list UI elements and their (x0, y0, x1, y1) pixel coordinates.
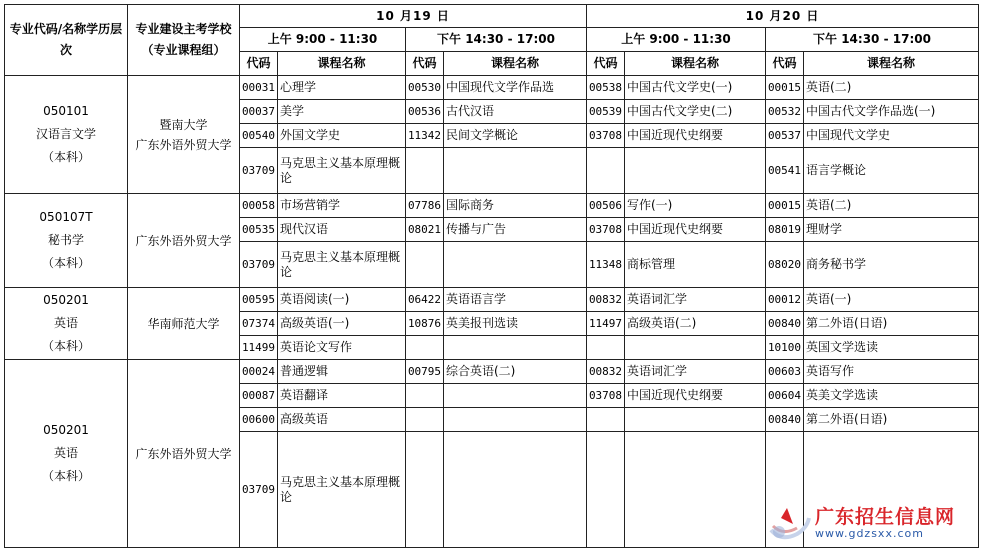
course-name: 写作(一) (625, 194, 766, 218)
course-code: 07374 (240, 312, 278, 336)
course-code (587, 148, 625, 194)
course-code: 10876 (406, 312, 444, 336)
course-code: 11342 (406, 124, 444, 148)
course-name: 国际商务 (444, 194, 587, 218)
course-code: 00012 (766, 288, 804, 312)
course-name (444, 336, 587, 360)
course-name: 中国现代文学史 (804, 124, 979, 148)
course-name (444, 242, 587, 288)
course-name: 第二外语(日语) (804, 408, 979, 432)
course-name: 高级英语(一) (278, 312, 406, 336)
course-code: 00087 (240, 384, 278, 408)
course-name (444, 408, 587, 432)
course-code: 00037 (240, 100, 278, 124)
course-code: 00538 (587, 76, 625, 100)
table-row (5, 288, 979, 312)
course-name: 现代汉语 (278, 218, 406, 242)
course-code: 03708 (587, 218, 625, 242)
table-row (5, 194, 979, 218)
course-code: 00795 (406, 360, 444, 384)
school-cell: 华南师范大学 (128, 288, 240, 360)
course-code: 03708 (587, 384, 625, 408)
school-cell: 暨南大学 广东外语外贸大学 (128, 76, 240, 194)
course-name: 高级英语(二) (625, 312, 766, 336)
course-code: 00031 (240, 76, 278, 100)
course-name: 心理学 (278, 76, 406, 100)
course-code: 00058 (240, 194, 278, 218)
course-code: 00537 (766, 124, 804, 148)
header-code: 代码 (240, 52, 278, 76)
watermark-url: www.gdzsxx.com (814, 527, 924, 540)
header-school: 专业建设主考学校（专业课程组） (128, 5, 240, 76)
course-code: 00532 (766, 100, 804, 124)
course-code: 08019 (766, 218, 804, 242)
course-code: 03709 (240, 242, 278, 288)
site-watermark (767, 504, 955, 542)
course-name: 英国文学选读 (804, 336, 979, 360)
course-code (587, 336, 625, 360)
table-row (5, 360, 979, 384)
course-name: 英语(二) (804, 76, 979, 100)
header-code: 代码 (587, 52, 625, 76)
course-name (444, 148, 587, 194)
course-code (587, 408, 625, 432)
header-day1-pm: 下午 14:30 - 17:00 (406, 28, 587, 52)
course-name: 英语词汇学 (625, 360, 766, 384)
course-code (406, 384, 444, 408)
course-name (625, 408, 766, 432)
header-code: 代码 (406, 52, 444, 76)
course-code (406, 148, 444, 194)
course-code: 00015 (766, 194, 804, 218)
major-cell: 050201 英语 （本科） (5, 360, 128, 548)
header-code: 代码 (766, 52, 804, 76)
course-name: 商务秘书学 (804, 242, 979, 288)
course-code: 00541 (766, 148, 804, 194)
course-name: 马克思主义基本原理概论 (278, 242, 406, 288)
course-name (444, 432, 587, 548)
course-name (625, 148, 766, 194)
course-code: 00536 (406, 100, 444, 124)
course-name: 中国近现代史纲要 (625, 218, 766, 242)
course-code: 00840 (766, 408, 804, 432)
major-cell: 050101 汉语言文学 （本科） (5, 76, 128, 194)
course-code (406, 336, 444, 360)
course-code: 07786 (406, 194, 444, 218)
major-cell: 050201 英语 （本科） (5, 288, 128, 360)
course-code: 00015 (766, 76, 804, 100)
course-code: 00603 (766, 360, 804, 384)
course-code: 03709 (240, 432, 278, 548)
course-name: 美学 (278, 100, 406, 124)
course-code: 00506 (587, 194, 625, 218)
course-name: 英语语言学 (444, 288, 587, 312)
major-cell: 050107T 秘书学 （本科） (5, 194, 128, 288)
course-name: 中国古代文学史(一) (625, 76, 766, 100)
school-cell: 广东外语外贸大学 (128, 194, 240, 288)
course-code: 00600 (240, 408, 278, 432)
course-name (444, 384, 587, 408)
course-code: 00539 (587, 100, 625, 124)
course-name: 中国古代文学史(二) (625, 100, 766, 124)
header-course: 课程名称 (625, 52, 766, 76)
course-name: 传播与广告 (444, 218, 587, 242)
course-name: 英语论文写作 (278, 336, 406, 360)
course-name: 英美文学选读 (804, 384, 979, 408)
course-code: 00832 (587, 360, 625, 384)
header-course: 课程名称 (444, 52, 587, 76)
course-code: 00840 (766, 312, 804, 336)
course-name: 中国近现代史纲要 (625, 124, 766, 148)
course-name: 外国文学史 (278, 124, 406, 148)
header-major: 专业代码/名称学历层次 (5, 5, 128, 76)
course-name: 马克思主义基本原理概论 (278, 148, 406, 194)
course-code: 11497 (587, 312, 625, 336)
course-code (406, 242, 444, 288)
site-logo-icon (767, 504, 811, 542)
header-course: 课程名称 (278, 52, 406, 76)
header-day1: 10 月19 日 (240, 5, 587, 28)
course-name: 英语词汇学 (625, 288, 766, 312)
course-name: 市场营销学 (278, 194, 406, 218)
course-name: 英语写作 (804, 360, 979, 384)
header-day2-pm: 下午 14:30 - 17:00 (766, 28, 979, 52)
header-day2: 10 月20 日 (587, 5, 979, 28)
course-name: 中国现代文学作品选 (444, 76, 587, 100)
course-name: 古代汉语 (444, 100, 587, 124)
course-name: 民间文学概论 (444, 124, 587, 148)
course-code: 08020 (766, 242, 804, 288)
course-code (406, 408, 444, 432)
course-name (625, 432, 766, 548)
header-course: 课程名称 (804, 52, 979, 76)
course-name: 第二外语(日语) (804, 312, 979, 336)
course-name: 理财学 (804, 218, 979, 242)
course-name (625, 336, 766, 360)
course-code: 00024 (240, 360, 278, 384)
header-day2-am: 上午 9:00 - 11:30 (587, 28, 766, 52)
course-name: 中国古代文学作品选(一) (804, 100, 979, 124)
course-code: 03708 (587, 124, 625, 148)
school-cell: 广东外语外贸大学 (128, 360, 240, 548)
course-code: 00604 (766, 384, 804, 408)
exam-schedule-table (4, 4, 979, 548)
course-code: 11499 (240, 336, 278, 360)
course-name: 英语(一) (804, 288, 979, 312)
header-day1-am: 上午 9:00 - 11:30 (240, 28, 406, 52)
course-name: 高级英语 (278, 408, 406, 432)
course-code: 03709 (240, 148, 278, 194)
watermark-title: 广东招生信息网 (814, 506, 955, 528)
course-name: 商标管理 (625, 242, 766, 288)
course-name: 马克思主义基本原理概论 (278, 432, 406, 548)
course-name: 中国近现代史纲要 (625, 384, 766, 408)
course-code: 00535 (240, 218, 278, 242)
course-name: 英语阅读(一) (278, 288, 406, 312)
course-code: 00540 (240, 124, 278, 148)
course-name: 英语(二) (804, 194, 979, 218)
course-code (406, 432, 444, 548)
course-code: 10100 (766, 336, 804, 360)
course-code: 00595 (240, 288, 278, 312)
table-row (5, 76, 979, 100)
course-code (587, 432, 625, 548)
course-code: 00832 (587, 288, 625, 312)
course-name: 英语翻译 (278, 384, 406, 408)
course-code: 06422 (406, 288, 444, 312)
course-name: 英美报刊选读 (444, 312, 587, 336)
course-name: 语言学概论 (804, 148, 979, 194)
course-name: 普通逻辑 (278, 360, 406, 384)
course-code: 11348 (587, 242, 625, 288)
course-code: 08021 (406, 218, 444, 242)
course-name: 综合英语(二) (444, 360, 587, 384)
course-code: 00530 (406, 76, 444, 100)
